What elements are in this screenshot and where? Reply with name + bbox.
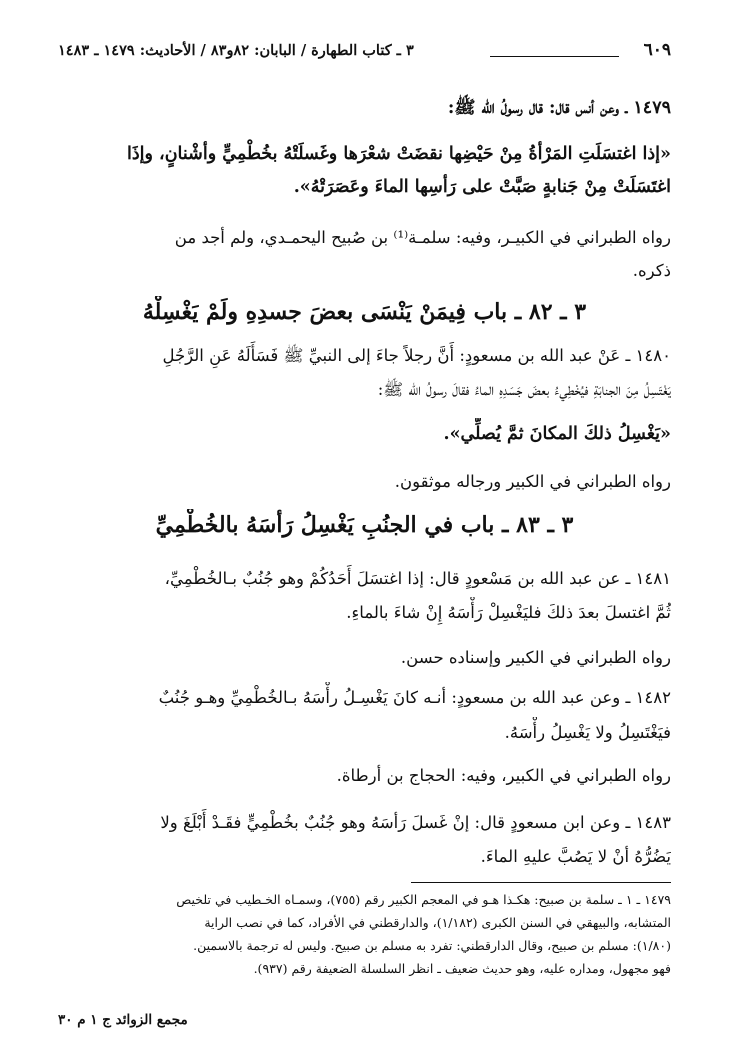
footnote-line3: (١/٨٠): مسلم بن صبيح، وقال الدارقطني: تفرد به مسلم بن صبيح. وليس له ترجمة بالاسمين.: [193, 938, 671, 953]
hadith-1480-line1: ١٤٨٠ ـ عَنْ عبد الله بن مسعودٍ: أَنَّ رجلاً جاءَ إلى النبيِّ ﷺ فَسَأَلَهُ عَنِ الرَّجُلِ: [162, 346, 671, 365]
printer-signature: مجمع الزوائد ج ١ م ٣٠: [58, 1012, 188, 1028]
hadith-1482-line2: فيَغْتَسِلُ ولا يَغْسِلُ رأْسَهُ.: [504, 723, 671, 742]
footnote-line2: المتشابه، والبيهقي في السنن الكبرى (١/١٨٢)، والدارقطني في الأفراد، كما في نصب الراية: [204, 915, 671, 930]
page-header: [58, 40, 671, 66]
hadith-1481-line1: ١٤٨١ ـ عن عبد الله بن مَسْعودٍ قال: إذا اغتسَلَ أَحَدُكُمْ وهو جُنُبٌ بـالخُطْمِيِّ،: [164, 569, 671, 588]
chapter-83-heading: ٣ ـ ٨٣ ـ باب في الجنُبِ يَغْسِلُ رَأسَهُ بالخُطْمِيِّ: [155, 512, 574, 538]
footnote-rule: [411, 882, 671, 883]
footnote-line1: ١٤٧٩ ـ ١ ـ سلمة بن صبيح: هكـذا هـو في المعجم الكبير رقم (٧٥٥)، وسمـاه الخـطيب في تلخيص: [176, 892, 671, 907]
hadith-1483-line1: ١٤٨٣ ـ وعن ابن مسعودٍ قال: إنْ غَسلَ رَأسَهُ وهو جُنُبٌ بخُطْمِيٍّ فقَـدْ أَبْلَغَ ولا: [160, 813, 671, 832]
narration-1480: رواه الطبراني في الكبير ورجاله موثقون.: [394, 472, 671, 491]
narration-1481: رواه الطبراني في الكبير وإسناده حسن.: [400, 648, 671, 667]
hadith-1480-quote: «يَغْسِلُ ذلكَ المكانَ ثمَّ يُصلِّي».: [443, 424, 671, 444]
footnote-line4: فهو مجهول، ومداره عليه، وهو حديث ضعيف ـ انظر السلسلة الضعيفة رقم (٩٣٧).: [253, 961, 671, 976]
chapter-82-heading: ٣ ـ ٨٢ ـ باب فِيمَنْ يَنْسَى بعضَ جسدِهِ ولَمْ يَغْسِلْهُ: [142, 299, 587, 325]
page-number: ٦٠٩: [643, 40, 671, 60]
hadith-1482-line1: ١٤٨٢ ـ وعن عبد الله بن مسعودٍ: أنـه كانَ يَغْسِـلُ رأْسَهُ بـالخُطْمِيِّ وهـو جُنُبٌ: [158, 688, 671, 707]
narration-1482: رواه الطبراني في الكبير، وفيه: الحجاج بن أرطاة.: [336, 766, 671, 785]
hadith-1479-text-line2: اغتَسَلَتْ مِنْ جَنابةٍ صَبَّتْ على رَأسِها الماءَ وعَصَرَتْهُ».: [293, 177, 671, 197]
hadith-1479-intro: ١٤٧٩ ـ وعن أنس قال: قال رسولُ الله ﷺ:: [447, 98, 671, 118]
header-rule: [490, 56, 619, 57]
hadith-1481-line2: ثُمَّ اغتسلَ بعدَ ذلكَ فليَغْسِلْ رَأْسَهُ إِنْ شاءَ بالماءِ.: [346, 603, 671, 622]
narration-1479-line1: رواه الطبراني في الكبيـر، وفيه: سلمـة⁽¹⁾ بن صُبيح اليحمـدي، ولم أجد من: [174, 228, 671, 247]
hadith-1480-line2: يَغْتَسِلُ مِنَ الجنابَةِ فيُخْطِيءُ بعضَ جَسَدِهِ الماءُ فقالَ رسولُ الله ﷺ:: [377, 380, 671, 399]
hadith-1483-line2: يَضُرُّهُ أنْ لا يَصُبَّ عليهِ الماءَ.: [480, 847, 671, 866]
hadith-1479-text-line1: «إذا اغتسَلَتِ المَرْأةُ مِنْ حَيْضِها نقضَتْ شعْرَها وغَسلَتْهُ بخُطْمِيٍّ وأشْنانٍ، وإذَا: [127, 144, 671, 164]
narration-1479-line2: ذكره.: [632, 261, 671, 280]
running-title: ٣ ـ كتاب الطهارة / البابان: ٨٢و٨٣ / الأحاديث: ١٤٧٩ ـ ١٤٨٣: [58, 42, 414, 59]
